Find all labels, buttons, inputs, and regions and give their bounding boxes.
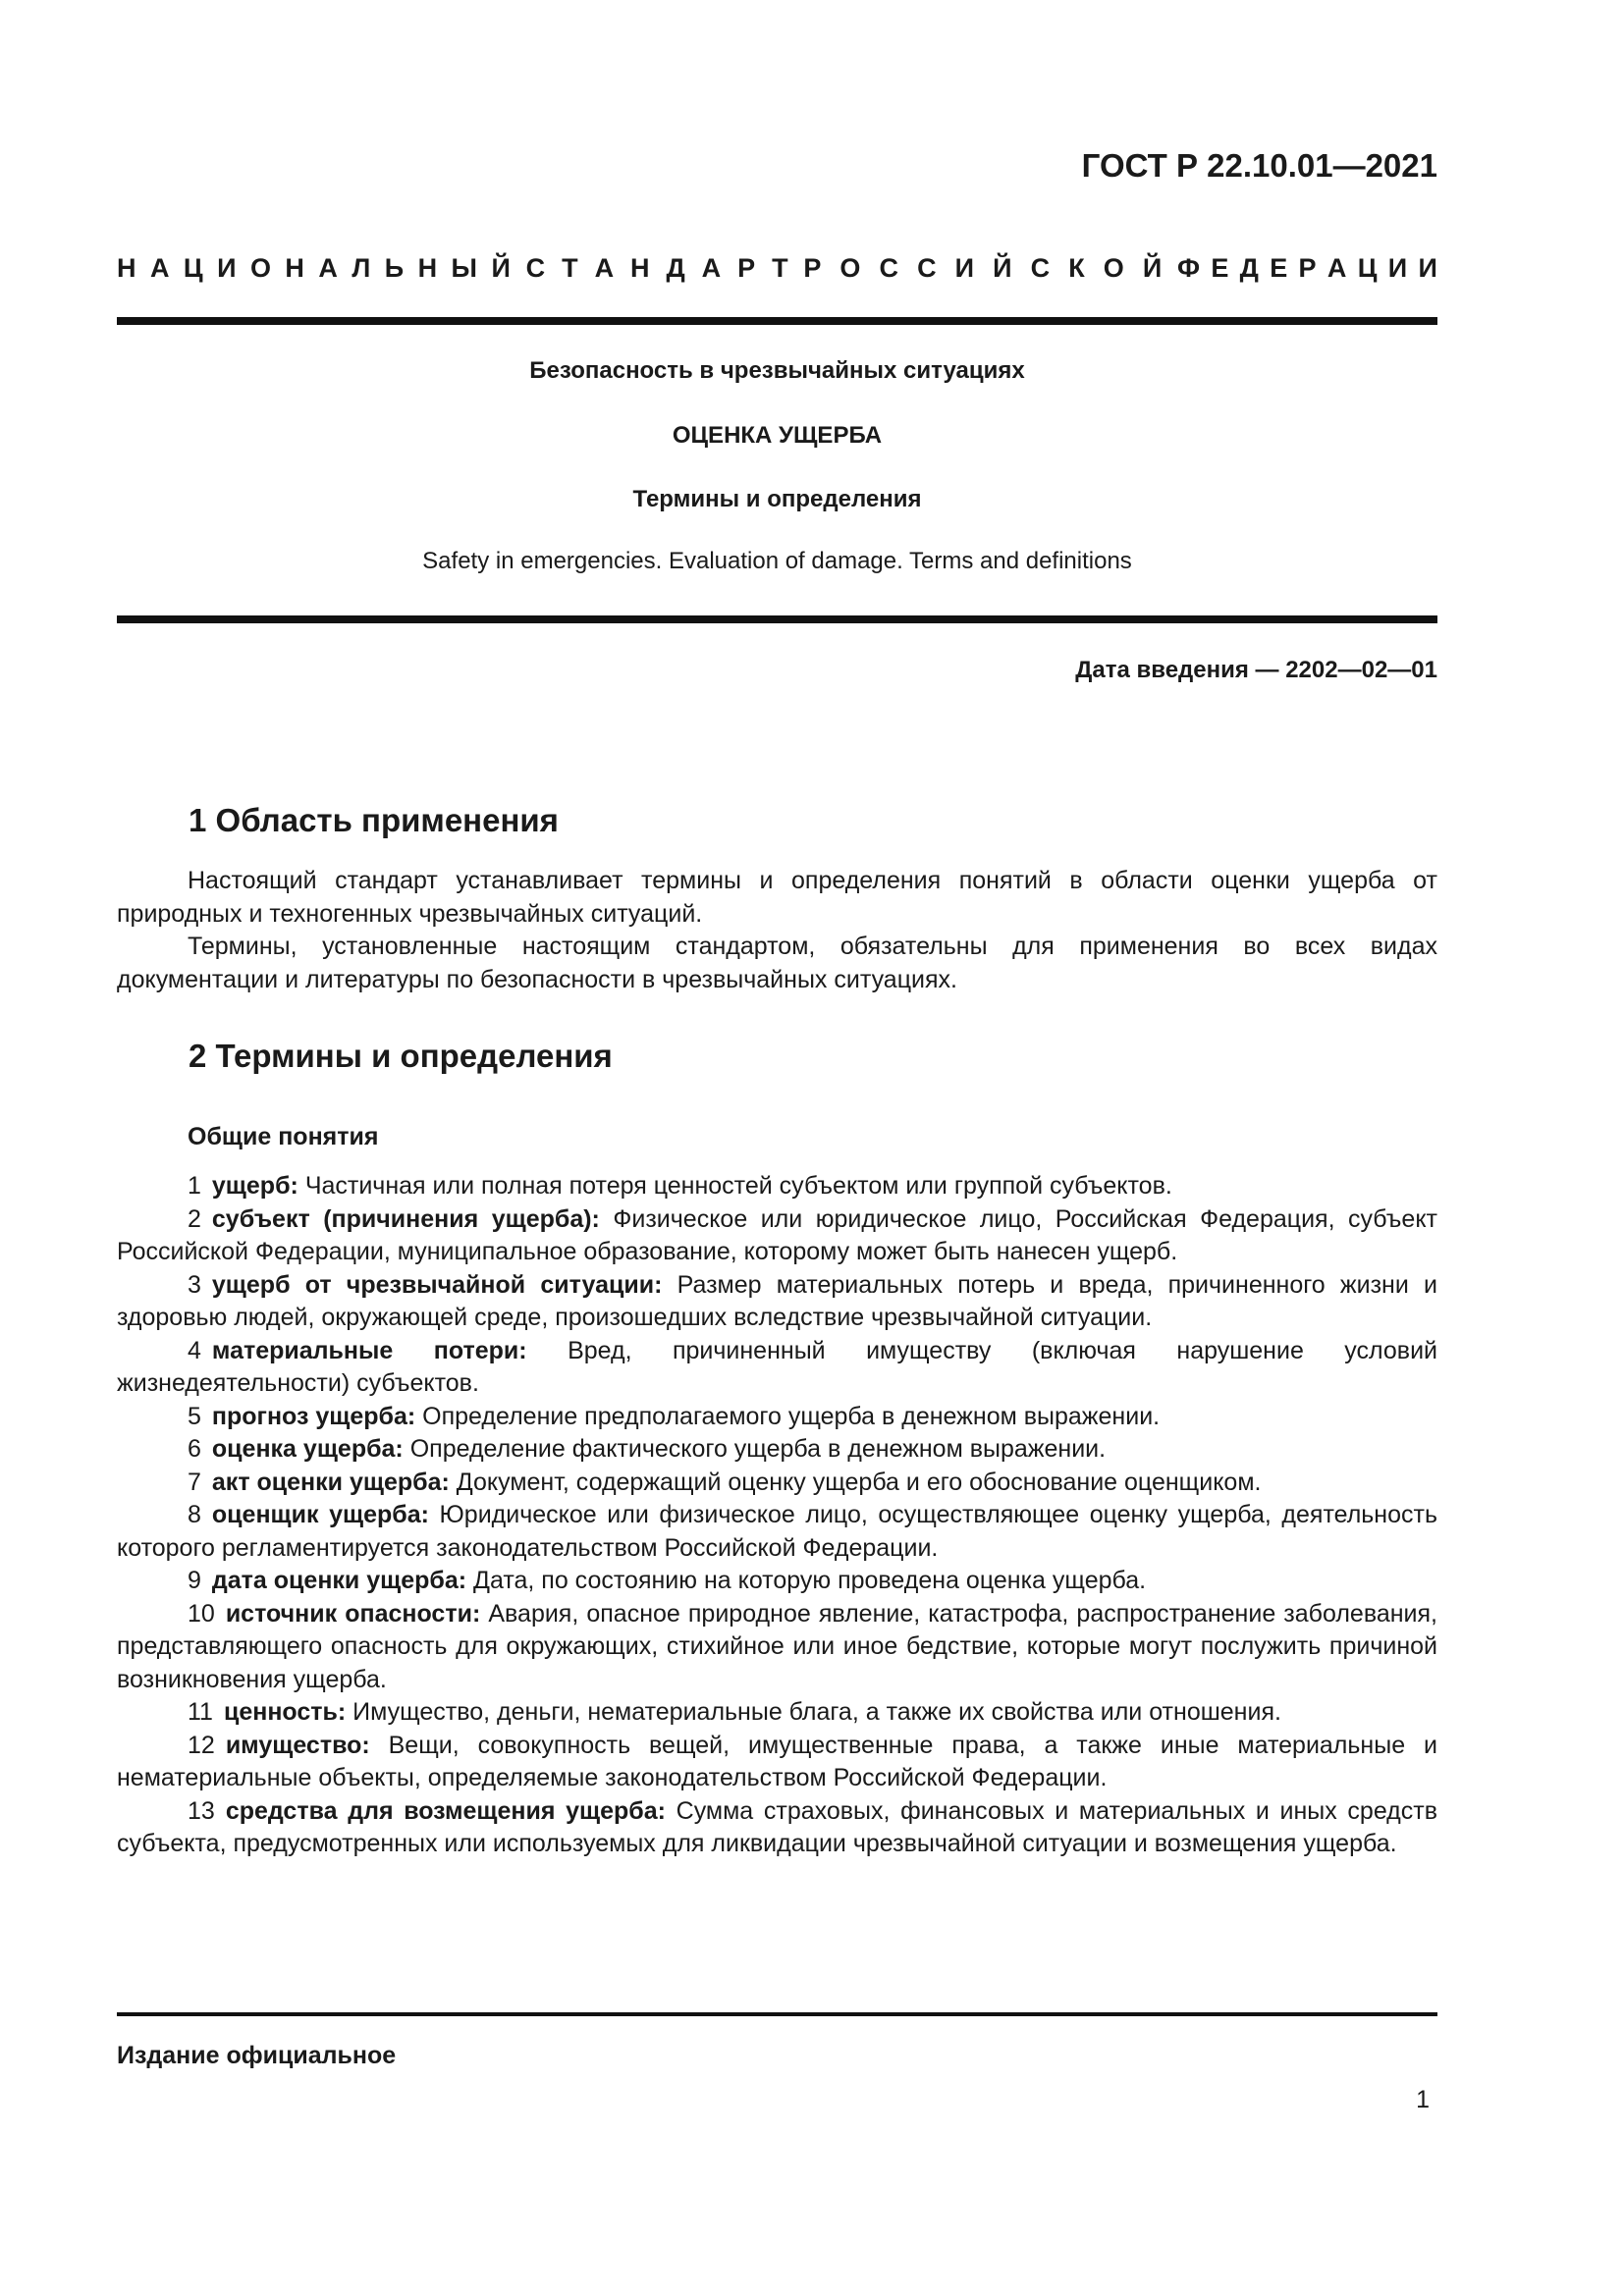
term-name: средства для возмещения ущерба: (225, 1796, 666, 1825)
term-definition: Определение предполагаемого ущерба в денежном выражении. (422, 1402, 1161, 1430)
introduction-date: Дата введения — 2202—02—01 (1075, 657, 1437, 683)
page-number: 1 (1416, 2086, 1430, 2113)
term-name: акт оценки ущерба: (211, 1468, 450, 1496)
term-definition: Вещи, совокупность вещей, имущественные права, а также иные материальные и нематериальные объекты, определяемые законодательством Российской Федерации. (117, 1731, 1437, 1791)
general-concepts-heading: Общие понятия (188, 1123, 379, 1150)
banner-word: Ф Е Д Е Р А Ц И И (1176, 253, 1437, 283)
term-definition: Дата, по состоянию на которую проведена оценка ущерба. (473, 1567, 1147, 1594)
national-standard-banner (117, 253, 1437, 284)
standard-subtitle: Термины и определения (632, 486, 922, 512)
term-definition: Документ, содержащий оценку ущерба и его обоснование оценщиком. (456, 1468, 1262, 1496)
term-number: 3 (188, 1270, 201, 1299)
term-entry (117, 1598, 1437, 1697)
term-definition: Определение фактического ущерба в денежном выражении. (409, 1435, 1107, 1463)
divider-footer (117, 2012, 1437, 2016)
standard-field: Безопасность в чрезвычайных ситуациях (529, 357, 1025, 384)
term-name: ущерб: (211, 1172, 298, 1200)
divider-title (117, 615, 1437, 623)
divider-top (117, 317, 1437, 325)
term-number: 2 (188, 1204, 201, 1233)
term-name: ущерб от чрезвычайной ситуации: (211, 1270, 663, 1299)
term-name: оценка ущерба: (211, 1435, 404, 1463)
term-name: источник опасности: (225, 1599, 481, 1628)
standard-main-title: ОЦЕНКА УЩЕРБА (672, 422, 883, 449)
term-entry (117, 1335, 1437, 1401)
term-number: 5 (188, 1402, 201, 1430)
term-definition: Сумма страховых, финансовых и материальных и иных средств субъекта, предусмотренных или используемых для ликвидации чрезвычайной ситуации и возмещения ущерба. (117, 1796, 1438, 1857)
term-entry (117, 1269, 1437, 1335)
term-definition: Вред, причиненный имуществу (включая нарушение условий жизнедеятельности) субъектов. (117, 1336, 1438, 1397)
term-name: оценщик ущерба: (211, 1501, 429, 1528)
term-entry (117, 1170, 1437, 1203)
term-name: субъект (причинения ущерба): (211, 1204, 600, 1233)
term-name: материальные потери: (211, 1336, 527, 1364)
term-name: ценность: (223, 1698, 347, 1726)
term-entry (117, 1401, 1437, 1434)
term-entry (117, 1795, 1437, 1861)
term-number: 10 (188, 1599, 215, 1628)
term-definition: Частичная или полная потеря ценностей субъектом или группой субъектов. (304, 1172, 1172, 1200)
terms-list (117, 1170, 1437, 1861)
term-name: прогноз ущерба: (211, 1402, 416, 1430)
section-1-body (117, 865, 1437, 996)
term-entry (117, 1467, 1437, 1500)
term-number: 7 (188, 1468, 201, 1496)
banner-word: Р О С С И Й С К О Й (803, 253, 1163, 283)
term-definition: Юридическое или физическое лицо, осуществляющее оценку ущерба, деятельность которого регламентируется законодательством Российской Федерации. (117, 1501, 1437, 1562)
term-number: 6 (188, 1435, 201, 1463)
official-edition-label: Издание официальное (117, 2042, 397, 2069)
term-definition: Физическое или юридическое лицо, Российская Федерация, субъект Российской Федерации, муниципальное образование, которому может быть нанесен ущерб. (117, 1204, 1437, 1265)
standard-english-title: Safety in emergencies. Evaluation of damage. Terms and definitions (422, 548, 1132, 574)
section-1-heading: 1 Область применения (189, 802, 559, 838)
term-number: 4 (188, 1336, 201, 1364)
banner-word: С Т А Н Д А Р Т (525, 253, 788, 283)
standard-code: ГОСТ Р 22.10.01—2021 (1081, 147, 1437, 184)
term-entry (117, 1696, 1437, 1730)
paragraph: Настоящий стандарт устанавливает термины и определения понятий в области оценки ущерба от природных и техногенных чрезвычайных ситуаций. (117, 867, 1437, 928)
term-number: 8 (188, 1501, 201, 1528)
term-definition: Авария, опасное природное явление, катастрофа, распространение заболевания, представляющего опасность для окружающих, стихийное или иное бедствие, которые могут послужить причиной возникновения ущерба. (117, 1599, 1437, 1693)
term-number: 13 (188, 1796, 215, 1825)
term-entry (117, 1433, 1437, 1467)
banner-word: Н А Ц И О Н А Л Ь Н Ы Й (117, 253, 511, 283)
term-entry (117, 1565, 1437, 1598)
term-name: дата оценки ущерба: (211, 1567, 467, 1594)
term-entry (117, 1203, 1437, 1269)
term-number: 12 (188, 1731, 215, 1759)
term-definition: Имущество, деньги, нематериальные блага, а также их свойства или отношения. (352, 1698, 1281, 1726)
term-name: имущество: (225, 1731, 370, 1759)
term-entry (117, 1730, 1437, 1795)
term-number: 9 (188, 1567, 201, 1594)
term-number: 1 (188, 1172, 201, 1200)
paragraph: Термины, установленные настоящим стандартом, обязательны для применения во всех видах документации и литературы по безопасности в чрезвычайных ситуациях. (117, 933, 1437, 993)
section-2-heading: 2 Термины и определения (189, 1038, 613, 1074)
term-definition: Размер материальных потерь и вреда, причиненного жизни и здоровью людей, окружающей среде, произошедших вследствие чрезвычайной ситуации. (117, 1270, 1437, 1331)
term-number: 11 (188, 1698, 213, 1726)
term-entry (117, 1499, 1437, 1565)
